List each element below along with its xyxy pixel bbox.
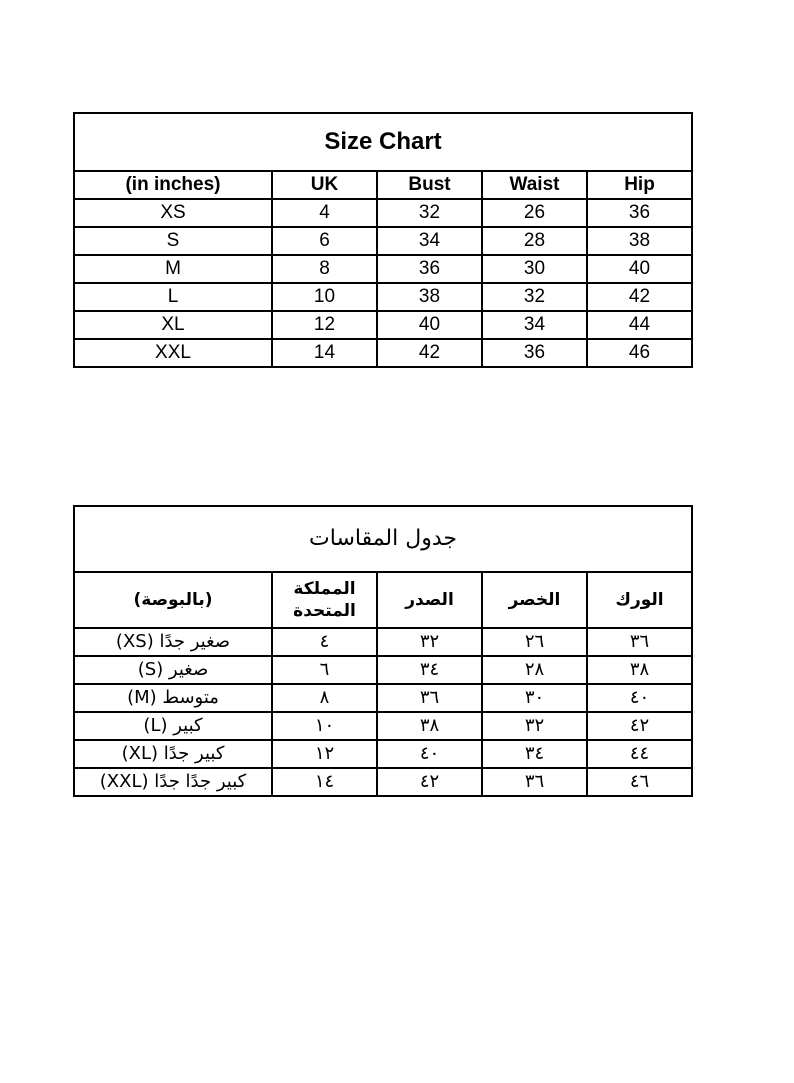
header-waist: الخصر <box>482 572 587 628</box>
cell-waist: ٢٦ <box>482 628 587 656</box>
header-bust: Bust <box>377 171 482 199</box>
header-unit: (بالبوصة) <box>74 572 272 628</box>
cell-size: متوسط (M) <box>74 684 272 712</box>
cell-uk: 6 <box>272 227 377 255</box>
cell-hip: ٤٢ <box>587 712 692 740</box>
cell-bust: ٣٤ <box>377 656 482 684</box>
cell-bust: 36 <box>377 255 482 283</box>
cell-waist: ٣٦ <box>482 768 587 796</box>
cell-size: L <box>74 283 272 311</box>
cell-uk: ٤ <box>272 628 377 656</box>
cell-hip: ٤٠ <box>587 684 692 712</box>
cell-uk: 14 <box>272 339 377 367</box>
cell-bust: ٣٢ <box>377 628 482 656</box>
cell-hip: 36 <box>587 199 692 227</box>
cell-size: صغير جدًا (XS) <box>74 628 272 656</box>
cell-hip: ٤٤ <box>587 740 692 768</box>
cell-uk: 8 <box>272 255 377 283</box>
cell-waist: ٣٠ <box>482 684 587 712</box>
cell-bust: ٤٠ <box>377 740 482 768</box>
header-uk: UK <box>272 171 377 199</box>
header-unit: (in inches) <box>74 171 272 199</box>
cell-size: M <box>74 255 272 283</box>
cell-hip: 38 <box>587 227 692 255</box>
cell-waist: 26 <box>482 199 587 227</box>
table-title: Size Chart <box>74 113 692 171</box>
header-bust: الصدر <box>377 572 482 628</box>
table-row <box>74 768 692 796</box>
cell-size: كبير (L) <box>74 712 272 740</box>
cell-uk: 12 <box>272 311 377 339</box>
table-row <box>74 199 692 227</box>
cell-hip: 40 <box>587 255 692 283</box>
header-waist: Waist <box>482 171 587 199</box>
cell-waist: 32 <box>482 283 587 311</box>
cell-waist: ٢٨ <box>482 656 587 684</box>
cell-hip: 42 <box>587 283 692 311</box>
size-chart-table-arabic <box>73 505 693 797</box>
table-header-row <box>74 171 692 199</box>
header-uk: المملكة المتحدة <box>272 572 377 628</box>
cell-hip: ٣٨ <box>587 656 692 684</box>
header-hip: الورك <box>587 572 692 628</box>
table-row <box>74 283 692 311</box>
table-row <box>74 311 692 339</box>
cell-hip: ٣٦ <box>587 628 692 656</box>
size-chart-table-english <box>73 112 693 368</box>
table-title: جدول المقاسات <box>74 506 692 572</box>
table-title-row <box>74 113 692 171</box>
cell-waist: ٣٢ <box>482 712 587 740</box>
cell-bust: ٣٨ <box>377 712 482 740</box>
cell-size: XL <box>74 311 272 339</box>
table-row <box>74 684 692 712</box>
table-row <box>74 255 692 283</box>
cell-uk: ١٠ <box>272 712 377 740</box>
cell-waist: ٣٤ <box>482 740 587 768</box>
table-row <box>74 628 692 656</box>
cell-uk: ٨ <box>272 684 377 712</box>
header-hip: Hip <box>587 171 692 199</box>
cell-hip: ٤٦ <box>587 768 692 796</box>
cell-uk: ١٤ <box>272 768 377 796</box>
table-header-row <box>74 572 692 628</box>
cell-waist: 34 <box>482 311 587 339</box>
table-row <box>74 656 692 684</box>
cell-bust: 32 <box>377 199 482 227</box>
cell-hip: 44 <box>587 311 692 339</box>
cell-size: كبير جدًا (XL) <box>74 740 272 768</box>
cell-size: كبير جدًا جدًا (XXL) <box>74 768 272 796</box>
cell-bust: 38 <box>377 283 482 311</box>
cell-bust: 40 <box>377 311 482 339</box>
cell-bust: ٤٢ <box>377 768 482 796</box>
table-title-row <box>74 506 692 572</box>
table-row <box>74 712 692 740</box>
table-row <box>74 740 692 768</box>
cell-waist: 28 <box>482 227 587 255</box>
cell-uk: 10 <box>272 283 377 311</box>
cell-size: XXL <box>74 339 272 367</box>
cell-bust: ٣٦ <box>377 684 482 712</box>
cell-waist: 30 <box>482 255 587 283</box>
cell-size: S <box>74 227 272 255</box>
cell-waist: 36 <box>482 339 587 367</box>
cell-uk: ٦ <box>272 656 377 684</box>
cell-size: صغير (S) <box>74 656 272 684</box>
cell-uk: 4 <box>272 199 377 227</box>
cell-hip: 46 <box>587 339 692 367</box>
cell-uk: ١٢ <box>272 740 377 768</box>
table-row <box>74 227 692 255</box>
table-row <box>74 339 692 367</box>
cell-bust: 34 <box>377 227 482 255</box>
cell-size: XS <box>74 199 272 227</box>
cell-bust: 42 <box>377 339 482 367</box>
